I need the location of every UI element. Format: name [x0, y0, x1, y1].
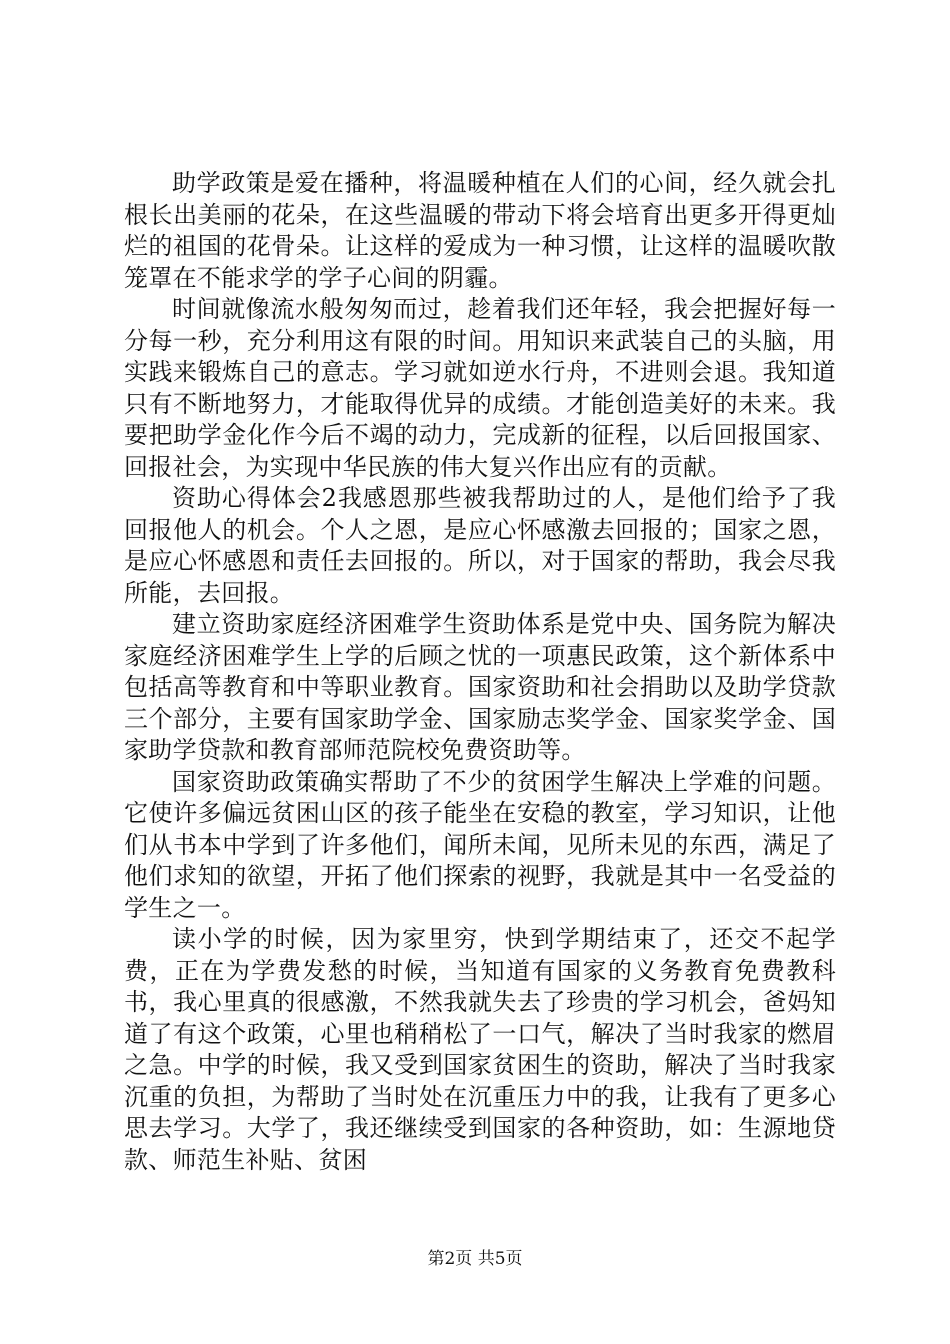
paragraph-3: 资助心得体会2我感恩那些被我帮助过的人，是他们给予了我回报他人的机会。个人之恩，是应心怀感激去回报的；国家之恩，是应心怀感恩和责任去回报的。所以，对于国家的帮助，我会尽我所能，去回报。 [124, 484, 836, 607]
paragraph-2: 时间就像流水般匆匆而过，趁着我们还年轻，我会把握好每一分每一秒，充分利用这有限的时间。用知识来武装自己的头脑，用实践来锻炼自己的意志。学习就如逆水行舟，不进则会退。我知道只有不断地努力，才能取得优异的成绩。才能创造美好的未来。我要把助学金化作今后不竭的动力，完成新的征程，以后回报国家、回报社会，为实现中华民族的伟大复兴作出应有的贡献。 [124, 295, 836, 481]
paragraph-1: 助学政策是爱在播种，将温暖种植在人们的心间，经久就会扎根长出美丽的花朵，在这些温暖的带动下将会培育出更多开得更灿烂的祖国的花骨朵。让这样的爱成为一种习惯，让这样的温暖吹散笼罩在不能求学的学子心间的阴霾。 [124, 169, 836, 292]
page-footer [0, 1248, 950, 1270]
page-number-indicator: 第2页 共5页 [427, 1249, 523, 1269]
document-body [124, 168, 836, 1176]
paragraph-5: 国家资助政策确实帮助了不少的贫困学生解决上学难的问题。它使许多偏远贫困山区的孩子能坐在安稳的教室，学习知识，让他们从书本中学到了许多他们，闻所未闻，见所未见的东西，满足了他们求知的欲望，开拓了他们探索的视野，我就是其中一名受益的学生之一。 [124, 767, 836, 922]
paragraph-4: 建立资助家庭经济困难学生资助体系是党中央、国务院为解决家庭经济困难学生上学的后顾之忧的一项惠民政策，这个新体系中包括高等教育和中等职业教育。国家资助和社会捐助以及助学贷款三个部分，主要有国家助学金、国家励志奖学金、国家奖学金、国家助学贷款和教育部师范院校免费资助等。 [124, 610, 836, 764]
paragraph-6: 读小学的时候，因为家里穷，快到学期结束了，还交不起学费，正在为学费发愁的时候，当知道有国家的义务教育免费教科书，我心里真的很感激，不然我就失去了珍贵的学习机会，爸妈知道了有这个政策，心里也稍稍松了一口气，解决了当时我家的燃眉之急。中学的时候，我又受到国家贫困生的资助，解决了当时我家沉重的负担，为帮助了当时处在沉重压力中的我，让我有了更多心思去学习。大学了，我还继续受到国家的各种资助，如：生源地贷款、师范生补贴、贫困 [124, 925, 836, 1174]
